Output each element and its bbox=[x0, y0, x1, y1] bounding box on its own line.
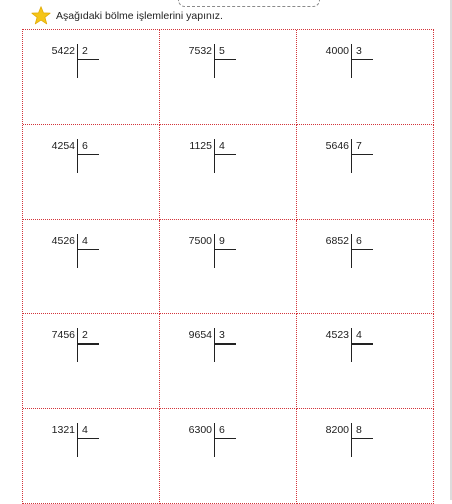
division-bar-horizontal bbox=[351, 59, 373, 60]
long-division-problem bbox=[323, 329, 393, 373]
division-bar-horizontal bbox=[214, 249, 236, 250]
division-bar-horizontal bbox=[77, 438, 99, 439]
division-grid bbox=[22, 29, 434, 504]
dividend: 6300 bbox=[188, 424, 212, 437]
long-division-problem bbox=[323, 424, 393, 468]
division-bar-horizontal bbox=[214, 59, 236, 60]
long-division-problem bbox=[49, 235, 119, 279]
division-bar-horizontal bbox=[351, 343, 373, 344]
division-problem-cell bbox=[297, 30, 434, 125]
division-bar-vertical bbox=[214, 423, 215, 457]
dividend: 7532 bbox=[188, 45, 212, 57]
division-bar-horizontal bbox=[77, 59, 99, 60]
star-icon bbox=[30, 5, 52, 27]
long-division-problem bbox=[49, 424, 119, 468]
divisor: 6 bbox=[356, 234, 362, 247]
worksheet-header bbox=[30, 5, 223, 27]
division-bar-vertical bbox=[214, 44, 215, 78]
long-division-problem bbox=[323, 45, 393, 89]
long-division-problem bbox=[186, 45, 256, 89]
division-problem-cell bbox=[160, 125, 297, 220]
division-bar-vertical bbox=[214, 139, 215, 173]
dividend: 7456 bbox=[51, 329, 75, 342]
divisor: 7 bbox=[356, 139, 362, 152]
division-bar-horizontal bbox=[77, 249, 99, 250]
division-bar-vertical bbox=[214, 234, 215, 268]
long-division-problem bbox=[186, 140, 256, 184]
divisor: 4 bbox=[356, 329, 362, 342]
long-division-problem bbox=[49, 140, 119, 184]
divisor: 6 bbox=[219, 424, 225, 437]
dividend: 9654 bbox=[188, 329, 212, 342]
divisor: 6 bbox=[82, 139, 88, 152]
divisor: 9 bbox=[219, 234, 225, 247]
division-bar-horizontal bbox=[214, 154, 236, 155]
division-problem-cell bbox=[297, 220, 434, 315]
long-division-problem bbox=[186, 235, 256, 279]
divisor: 4 bbox=[82, 424, 88, 437]
long-division-problem bbox=[49, 329, 119, 373]
divisor: 8 bbox=[356, 424, 362, 437]
division-problem-cell bbox=[23, 409, 160, 504]
division-problem-cell bbox=[160, 220, 297, 315]
division-problem-cell bbox=[297, 409, 434, 504]
division-problem-cell bbox=[23, 125, 160, 220]
long-division-problem bbox=[49, 45, 119, 89]
division-problem-cell bbox=[297, 125, 434, 220]
long-division-problem bbox=[323, 140, 393, 184]
divisor: 3 bbox=[356, 45, 362, 57]
division-bar-horizontal bbox=[214, 343, 236, 344]
long-division-problem bbox=[186, 329, 256, 373]
division-problem-cell bbox=[160, 314, 297, 409]
dividend: 1321 bbox=[51, 424, 75, 437]
division-bar-vertical bbox=[351, 44, 352, 78]
dividend: 4523 bbox=[325, 329, 349, 342]
division-problem-cell bbox=[297, 314, 434, 409]
divisor: 2 bbox=[82, 329, 88, 342]
dividend: 8200 bbox=[325, 424, 349, 437]
division-bar-horizontal bbox=[214, 438, 236, 439]
division-bar-horizontal bbox=[77, 154, 99, 155]
division-bar-horizontal bbox=[77, 343, 99, 344]
division-problem-cell bbox=[23, 220, 160, 315]
divisor: 2 bbox=[82, 45, 88, 57]
divisor: 5 bbox=[219, 45, 225, 57]
division-bar-vertical bbox=[77, 234, 78, 268]
long-division-problem bbox=[186, 424, 256, 468]
dividend: 7500 bbox=[188, 234, 212, 247]
division-bar-vertical bbox=[77, 423, 78, 457]
division-bar-vertical bbox=[351, 328, 352, 362]
divisor: 3 bbox=[219, 329, 225, 342]
division-bar-vertical bbox=[214, 328, 215, 362]
dividend: 4526 bbox=[51, 234, 75, 247]
dividend: 4254 bbox=[51, 139, 75, 152]
dividend: 1125 bbox=[189, 139, 212, 152]
division-problem-cell bbox=[160, 30, 297, 125]
division-problem-cell bbox=[23, 30, 160, 125]
long-division-problem bbox=[323, 235, 393, 279]
dividend: 5422 bbox=[51, 45, 75, 57]
division-bar-horizontal bbox=[351, 154, 373, 155]
divisor: 4 bbox=[82, 234, 88, 247]
division-bar-vertical bbox=[77, 44, 78, 78]
dividend: 6852 bbox=[325, 234, 349, 247]
dividend: 4000 bbox=[325, 45, 349, 57]
division-bar-vertical bbox=[351, 423, 352, 457]
division-bar-vertical bbox=[351, 139, 352, 173]
divisor: 4 bbox=[219, 139, 225, 152]
division-bar-vertical bbox=[351, 234, 352, 268]
division-bar-horizontal bbox=[351, 438, 373, 439]
instruction-text: Aşağıdaki bölme işlemlerini yapınız. bbox=[56, 10, 223, 22]
division-bar-vertical bbox=[77, 328, 78, 362]
division-problem-cell bbox=[160, 409, 297, 504]
division-bar-vertical bbox=[77, 139, 78, 173]
division-bar-horizontal bbox=[351, 249, 373, 250]
dividend: 5646 bbox=[325, 139, 349, 152]
division-problem-cell bbox=[23, 314, 160, 409]
